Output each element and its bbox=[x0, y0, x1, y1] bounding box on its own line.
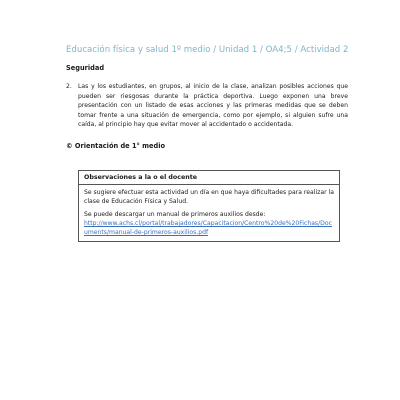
breadcrumb: Educación física y salud 1º medio / Unidad 1 / OA4;5 / Actividad 2 bbox=[66, 45, 349, 55]
manual-download-link[interactable]: http://www.achs.cl/portal/trabajadores/Capacitacion/Centro%20de%20Fichas/Documents/manual-de-primeros-auxilios.pdf bbox=[84, 220, 332, 236]
notes-paragraph: Se puede descargar un manual de primeros auxilios desde: bbox=[84, 211, 266, 218]
teacher-notes-title: Observaciones a la o el docente bbox=[79, 171, 339, 185]
notes-paragraph: Se sugiere efectuar esta actividad un día en que haya dificultades para realizar la clase de Educación Física y Salud. bbox=[84, 189, 334, 205]
activity-text: Las y los estudiantes, en grupos, al inicio de la clase, analizan posibles acciones que pueden ser riesgosas durante la práctica deportiva. Luego exponen una breve presentación con un listado de esas acciones y las primeras medidas que se deben tomar frente a una situación de emergencia, como por ejemplo, si alguien sufre una caída, al principio hay que evitar mover al accidentado o accidentada. bbox=[78, 83, 348, 129]
teacher-notes-box bbox=[78, 170, 340, 242]
section-title: Seguridad bbox=[66, 64, 105, 72]
activity-number: 2. bbox=[66, 83, 72, 90]
orientation-label: © Orientación de 1° medio bbox=[66, 142, 165, 150]
teacher-notes-body bbox=[79, 185, 339, 237]
activity-item bbox=[66, 82, 348, 130]
